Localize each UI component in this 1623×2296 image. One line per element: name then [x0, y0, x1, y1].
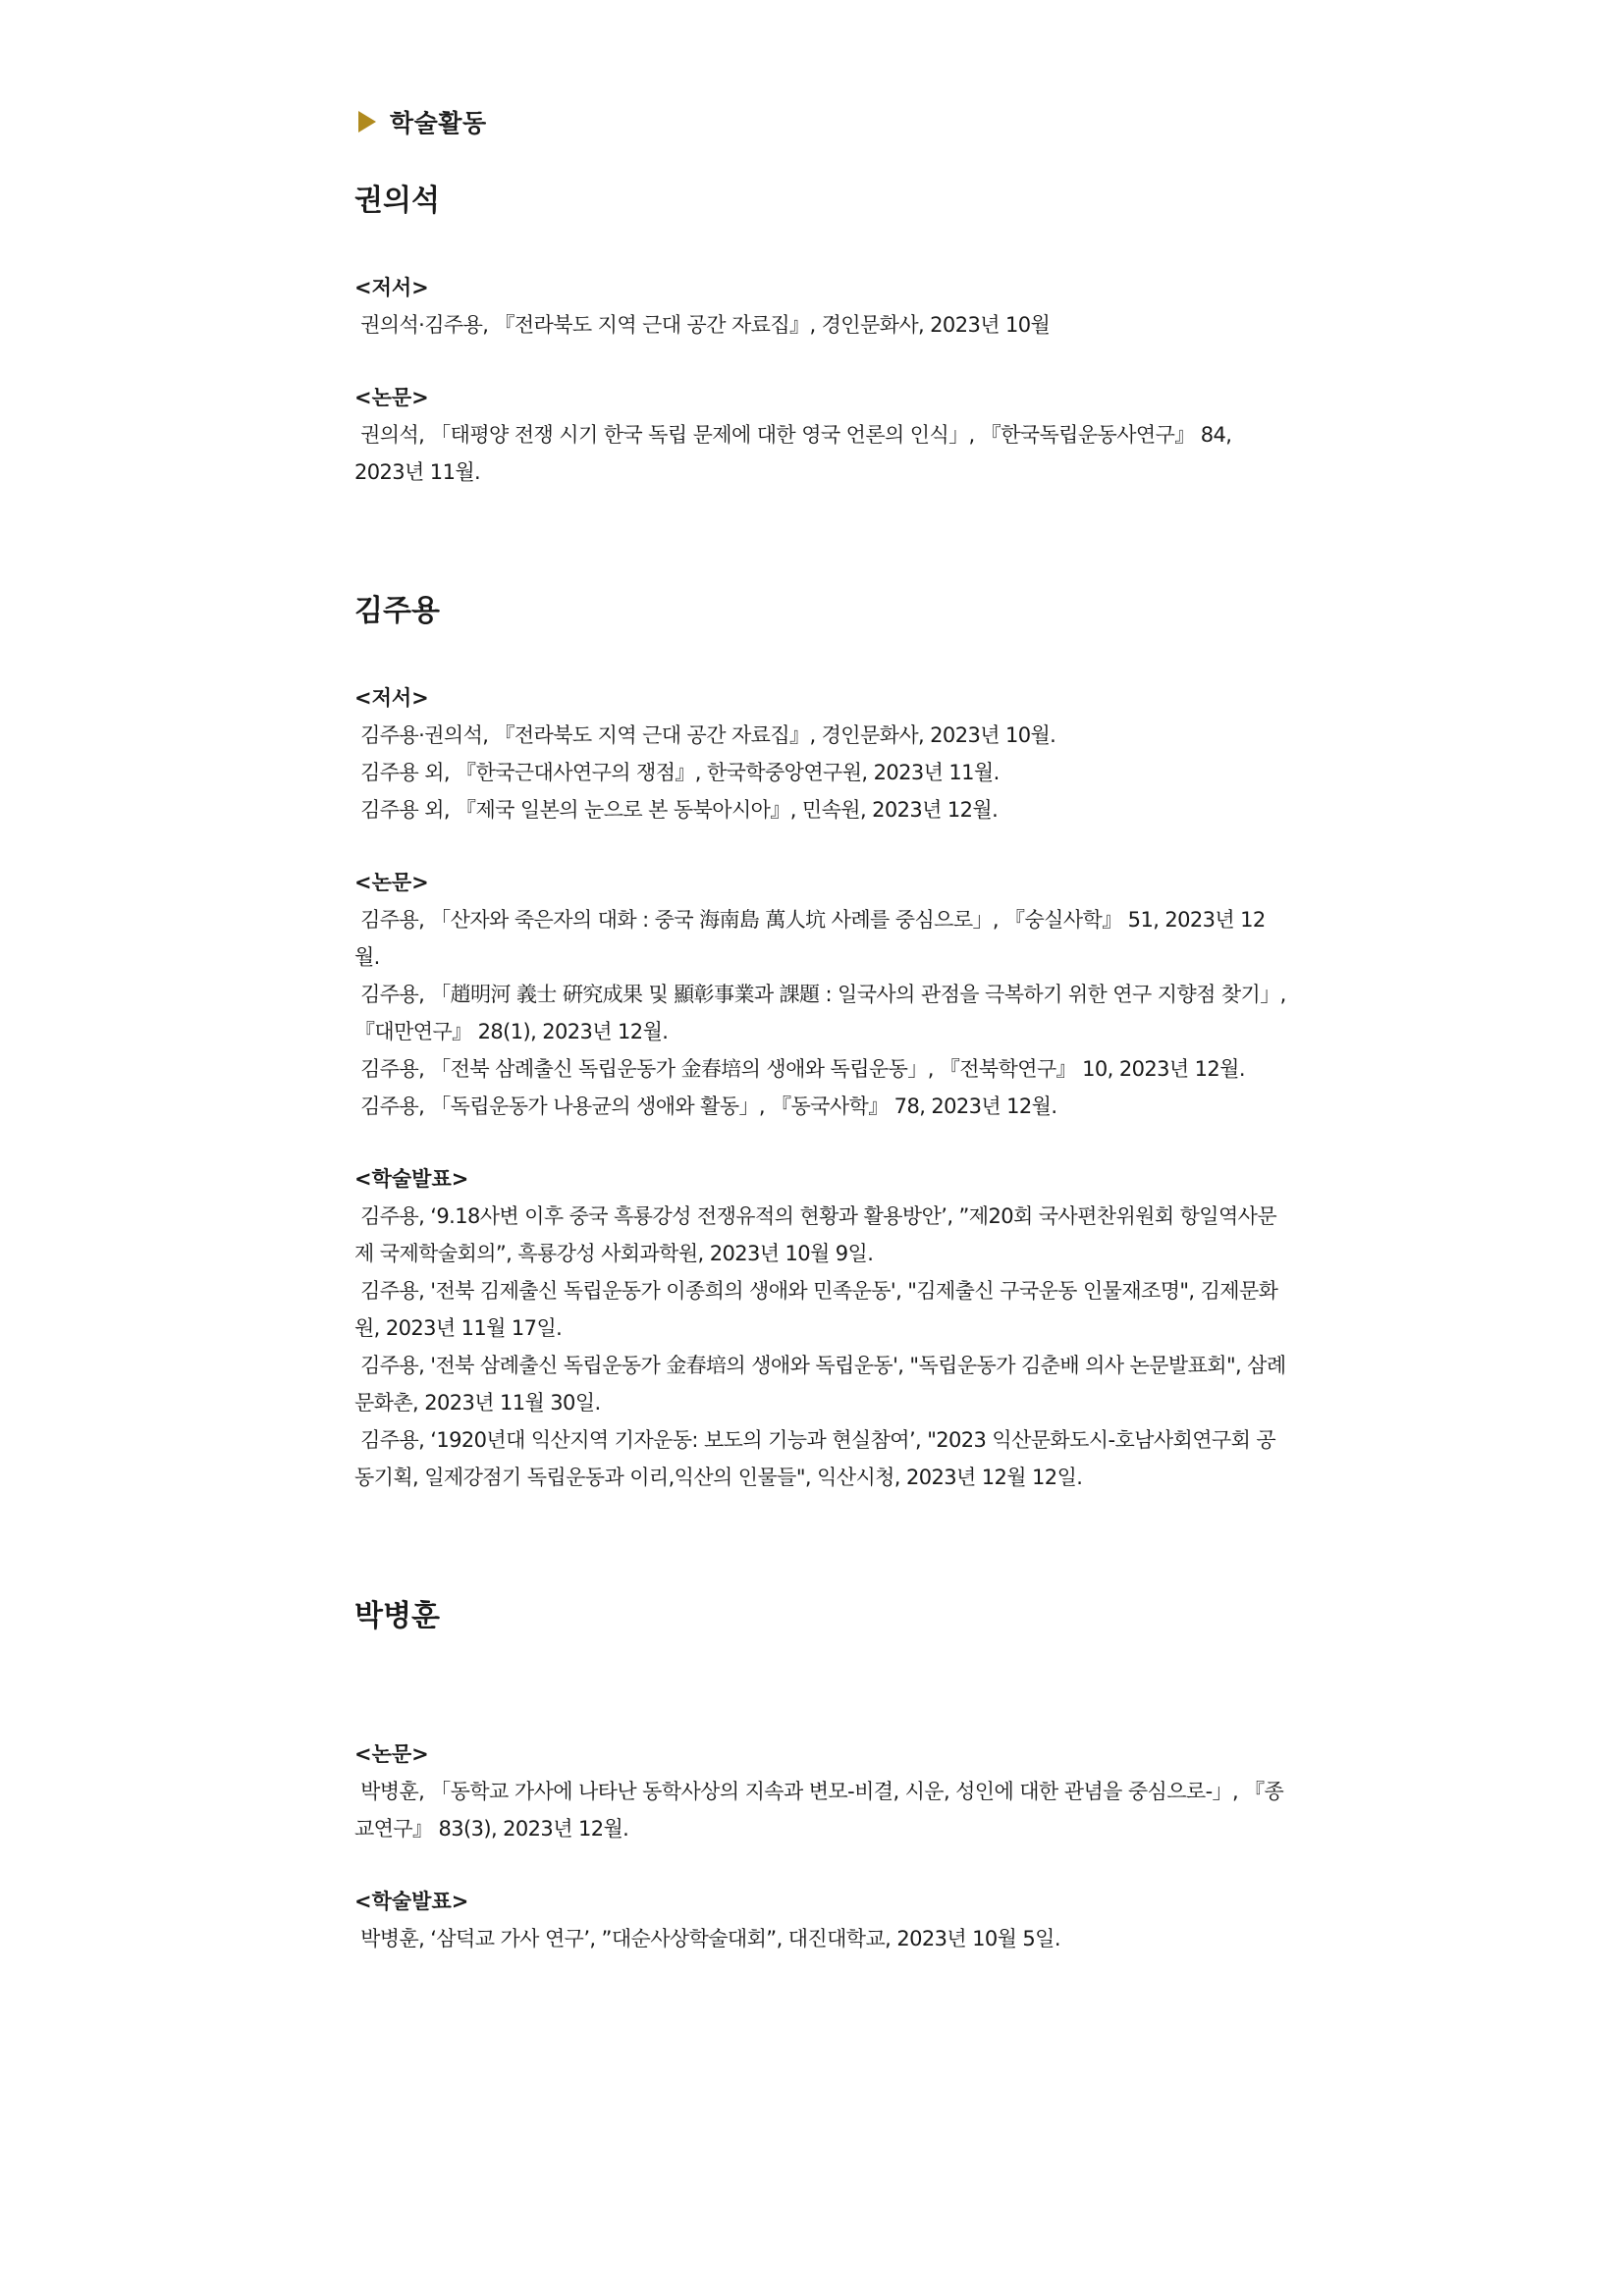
entry-item: 김주용, '전북 김제출신 독립운동가 이종희의 생애와 민족운동', "김제출신 구국운동 인물재조명", 김제문화원, 2023년 11월 17일.	[354, 1279, 1278, 1340]
entry-item: 김주용, ‘1920년대 익산지역 기자운동: 보도의 기능과 현실참여’, "2023 익산문화도시-호남사회연구회 공동기획, 일제강점기 독립운동과 이리,익산의 인물들", 익산시청, 2023년 12월 12일.	[354, 1428, 1276, 1489]
entry-item: 김주용, 「산자와 죽은자의 대화 : 중국 海南島 萬人坑 사례를 중심으로」, 『숭실사학』 51, 2023년 12월.	[354, 908, 1266, 969]
category-group-papers	[354, 864, 1292, 1125]
entry-item: 김주용, ‘9.18사변 이후 중국 흑룡강성 전쟁유적의 현황과 활용방안’, ”제20회 국사편찬위원회 항일역사문제 국제학술회의”, 흑룡강성 사회과학원, 2023년 10월 9일.	[354, 1204, 1277, 1265]
category-label: <논문>	[354, 871, 429, 894]
entry-item: 권의석, 「태평양 전쟁 시기 한국 독립 문제에 대한 영국 언론의 인식」, 『한국독립운동사연구』 84, 2023년 11월.	[354, 423, 1238, 484]
category-group-papers	[354, 379, 1287, 491]
entry-item: 박병훈, 「동학교 가사에 나타난 동학사상의 지속과 변모-비결, 시운, 성인에 대한 관념을 중심으로-」, 『종교연구』 83(3), 2023년 12월.	[354, 1780, 1284, 1841]
category-group-books	[354, 269, 1287, 344]
person-block-kim	[354, 579, 1292, 1496]
category-label: <학술발표>	[354, 1167, 469, 1191]
section-heading	[354, 98, 1287, 145]
entry-item: 김주용 외, 『한국근대사연구의 쟁점』, 한국학중앙연구원, 2023년 11월.	[354, 761, 1000, 784]
category-group-presentations	[354, 1160, 1287, 1496]
section-title: 학술활동	[390, 109, 487, 137]
person-name: 박병훈	[354, 1599, 440, 1633]
category-label: <저서>	[354, 276, 429, 299]
person-name: 권의석	[354, 184, 440, 218]
triangle-icon	[358, 111, 376, 133]
entry-item: 권의석·김주용, 『전라북도 지역 근대 공간 자료집』, 경인문화사, 2023년 10월	[354, 313, 1051, 337]
entry-item: 김주용, 「전북 삼례출신 독립운동가 金春培의 생애와 독립운동」, 『전북학연구』 10, 2023년 12월.	[354, 1057, 1245, 1081]
entry-item: 김주용·권의석, 『전라북도 지역 근대 공간 자료집』, 경인문화사, 2023년 10월.	[354, 723, 1056, 747]
entry-item: 김주용 외, 『제국 일본의 눈으로 본 동북아시아』, 민속원, 2023년 12월.	[354, 798, 999, 822]
entry-item: 김주용, 「독립운동가 나용균의 생애와 활동」, 『동국사학』 78, 2023년 12월.	[354, 1095, 1057, 1118]
entry-item: 김주용, 「趙明河 義士 硏究成果 및 顯彰事業과 課題 : 일국사의 관점을 극복하기 위한 연구 지향점 찾기」, 『대만연구』 28(1), 2023년 12월.	[354, 983, 1292, 1043]
document-page	[354, 98, 1292, 1957]
person-block-kwon	[354, 169, 1287, 491]
category-group-books	[354, 679, 1287, 828]
category-label: <논문>	[354, 1742, 429, 1766]
category-group-papers	[354, 1735, 1287, 1847]
category-group-presentations	[354, 1883, 1287, 1957]
entry-item: 김주용, '전북 삼례출신 독립운동가 金春培의 생애와 독립운동', "독립운동가 김춘배 의사 논문발표회", 삼례문화촌, 2023년 11월 30일.	[354, 1354, 1286, 1415]
category-label: <저서>	[354, 686, 429, 710]
entry-item: 박병훈, ‘삼덕교 가사 연구’, ”대순사상학술대회”, 대진대학교, 2023년 10월 5일.	[354, 1927, 1060, 1950]
category-label: <논문>	[354, 386, 429, 409]
category-label: <학술발표>	[354, 1890, 469, 1913]
person-block-park	[354, 1584, 1287, 1957]
person-name: 김주용	[354, 594, 440, 628]
